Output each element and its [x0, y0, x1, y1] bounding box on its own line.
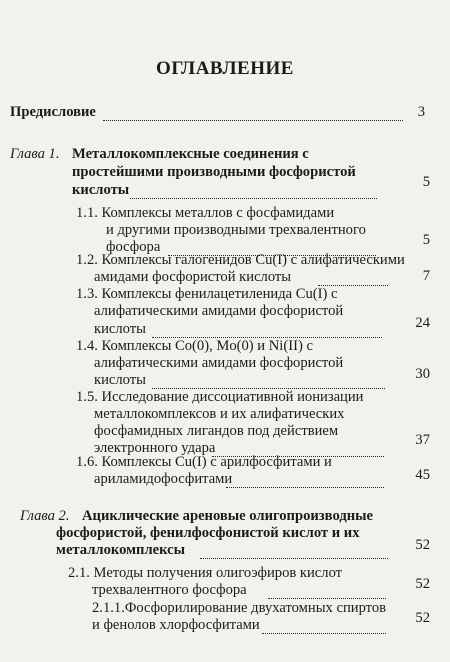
page-number: 5	[422, 174, 430, 190]
section-line: амидами фосфористой кислоты	[94, 269, 292, 285]
dot-leader	[226, 486, 384, 488]
chapter-title-line: Металлокомплексные соединения с	[72, 146, 309, 162]
page-number: 5	[422, 232, 430, 248]
dot-leader	[200, 557, 388, 559]
dot-leader	[262, 632, 386, 634]
section-line: 1.3. Комплексы фенилацетиленида Cu(I) с	[76, 286, 338, 302]
toc-entry-preface: Предисловие	[10, 104, 96, 120]
section-line: фосфамидных лигандов под действием	[94, 423, 339, 439]
page-number: 37	[415, 432, 430, 448]
section-line: 1.5. Исследование диссоциативной ионизации	[76, 389, 364, 405]
page-number: 52	[415, 576, 430, 592]
chapter-title-line: металлокомплексы	[56, 542, 186, 558]
section-line: электронного удара	[94, 440, 216, 456]
page-number: 45	[415, 467, 430, 483]
section-line: 2.1.1.Фосфорилирование двухатомных спиртов	[92, 600, 387, 616]
page-number: 3	[417, 104, 425, 120]
section-line: 1.6. Комплексы Cu(I) с арилфосфитами и	[76, 454, 332, 470]
section-line: 2.1. Методы получения олигоэфиров кислот	[68, 565, 343, 581]
chapter-title-line: простейшими производными фосфористой	[72, 164, 356, 180]
section-line: кислоты	[94, 321, 146, 337]
section-line: 1.2. Комплексы галогенидов Cu(I) с алифатическими	[76, 252, 405, 268]
section-line: 1.4. Комплексы Co(0), Mo(0) и Ni(II) с	[76, 338, 313, 354]
dot-leader	[103, 119, 403, 121]
page-number: 52	[415, 610, 430, 626]
page-number: 7	[422, 268, 430, 284]
page-number: 30	[415, 366, 430, 382]
page-number: 24	[415, 315, 430, 331]
page-number: 52	[415, 537, 430, 553]
section-line: кислоты	[94, 372, 146, 388]
section-line: и другими производными трехвалентного	[106, 222, 366, 238]
chapter-title-line: фосфористой, фенилфосфонистой кислот и их	[56, 525, 360, 541]
section-line: фосфора	[106, 239, 161, 255]
page-title: ОГЛАВЛЕНИЕ	[156, 58, 294, 79]
chapter-title-line: Ациклические ареновые олигопроизводные	[82, 508, 373, 524]
chapter-label: Глава 2.	[20, 508, 70, 524]
chapter-title-line: кислоты	[72, 182, 130, 198]
section-line: 1.1. Комплексы металлов с фосфамидами	[76, 205, 335, 221]
dot-leader	[130, 197, 377, 199]
section-line: алифатическими амидами фосфористой	[94, 303, 344, 319]
section-line: алифатическими амидами фосфористой	[94, 355, 344, 371]
chapter-label: Глава 1.	[10, 146, 60, 162]
section-line: ариламидофосфитами	[94, 471, 233, 487]
dot-leader	[268, 597, 386, 599]
section-line: трехвалентного фосфора	[92, 582, 247, 598]
section-line: и фенолов хлорфосфитами	[92, 617, 260, 633]
section-line: металлокомплексов и их алифатических	[94, 406, 345, 422]
